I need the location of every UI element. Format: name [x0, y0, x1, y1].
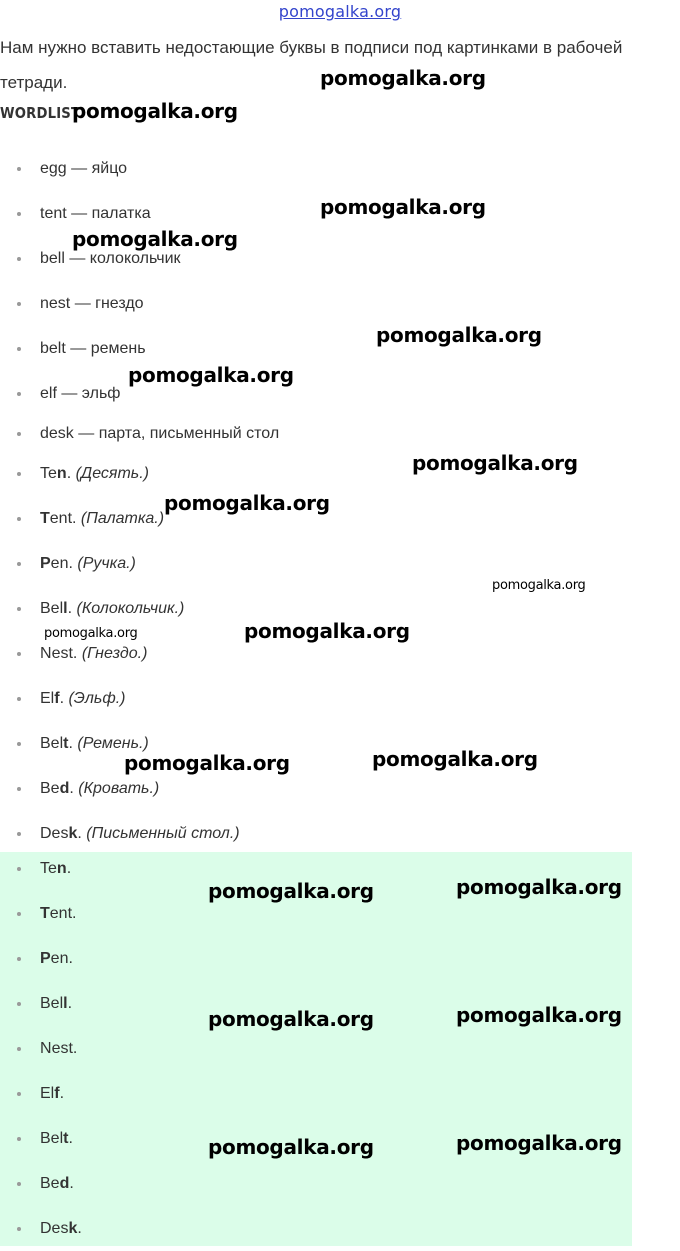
short-answer-item: Nest. [0, 1026, 82, 1071]
short-answer-item: Ten. [0, 846, 82, 891]
answer-item: Bell. (Колокольчик.) [0, 586, 240, 631]
watermark: pomogalka.org [72, 99, 238, 123]
list-item: egg — яйцо [0, 146, 279, 191]
watermark: pomogalka.org [124, 751, 290, 775]
watermark: pomogalka.org [456, 875, 622, 899]
watermark: pomogalka.org [72, 227, 238, 251]
answer-item: Nest. (Гнездо.) [0, 631, 240, 676]
watermark: pomogalka.org [456, 1131, 622, 1155]
watermark: pomogalka.org [208, 1007, 374, 1031]
watermark: pomogalka.org [372, 747, 538, 771]
watermark: pomogalka.org [492, 578, 586, 593]
short-answer-item: Pen. [0, 936, 82, 981]
watermark: pomogalka.org [376, 323, 542, 347]
watermark: pomogalka.org [456, 1003, 622, 1027]
list-item: desk — парта, письменный стол [0, 416, 279, 451]
answer-item: Bed. (Кровать.) [0, 766, 240, 811]
watermark: pomogalka.org [164, 491, 330, 515]
watermark: pomogalka.org [128, 363, 294, 387]
list-item: nest — гнездо [0, 281, 279, 326]
answer-item: Tent. (Палатка.) [0, 496, 240, 541]
short-answer-item: Bed. [0, 1161, 82, 1206]
list-item: belt — ремень [0, 326, 279, 371]
short-answer-item: Elf. [0, 1071, 82, 1116]
short-answer-list [0, 846, 82, 1251]
answer-item: Belt. (Ремень.) [0, 721, 240, 766]
watermark: pomogalka.org [244, 619, 410, 643]
watermark: pomogalka.org [320, 66, 486, 90]
watermark: pomogalka.org [412, 451, 578, 475]
answer-item: Pen. (Ручка.) [0, 541, 240, 586]
top-site-link[interactable]: pomogalka.org [278, 2, 402, 21]
answer-item: Ten. (Десять.) [0, 451, 240, 496]
watermark: pomogalka.org [320, 195, 486, 219]
answer-highlight-box [0, 852, 632, 1246]
list-item: bell — колокольчик [0, 236, 279, 281]
watermark: pomogalka.org [44, 626, 138, 641]
watermark: pomogalka.org [208, 1135, 374, 1159]
short-answer-item: Bell. [0, 981, 82, 1026]
intro-text: Нам нужно вставить недостающие буквы в подписи под картинками в рабочей тетради. [0, 38, 623, 92]
short-answer-item: Desk. [0, 1206, 82, 1251]
watermark: pomogalka.org [208, 879, 374, 903]
short-answer-item: Belt. [0, 1116, 82, 1161]
list-item: elf — эльф [0, 371, 279, 416]
wordlist [0, 146, 279, 451]
answer-item: Desk. (Письменный стол.) [0, 811, 240, 856]
answer-item: Elf. (Эльф.) [0, 676, 240, 721]
wordlist-heading: WORDLIST [0, 104, 81, 122]
list-item: tent — палатка [0, 191, 279, 236]
short-answer-item: Tent. [0, 891, 82, 936]
